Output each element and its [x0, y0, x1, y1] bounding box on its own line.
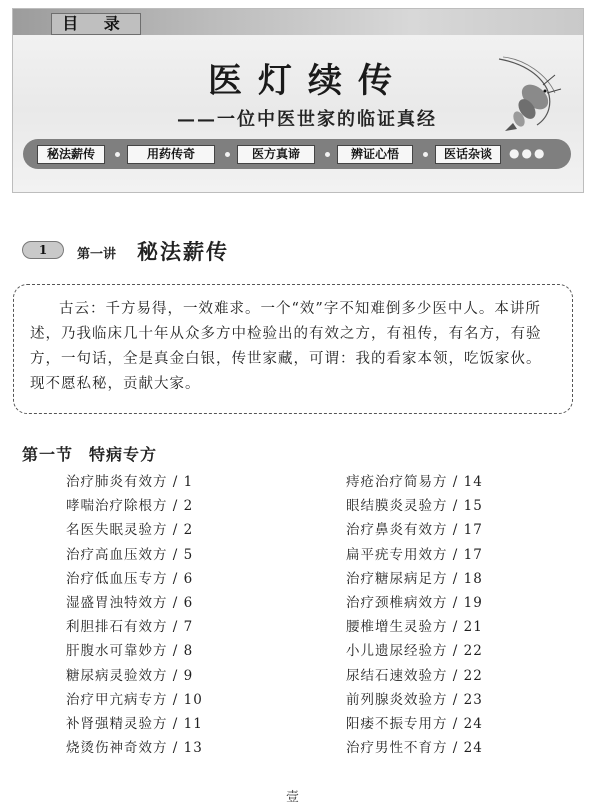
- intro-box: [13, 284, 573, 414]
- tab-separator-dot: [325, 152, 330, 157]
- toc-entry[interactable]: 痔疮治疗简易方 / 14: [346, 474, 483, 490]
- toc-entry[interactable]: 名医失眠灵验方 / 2: [66, 522, 194, 539]
- toc-entry[interactable]: 眼结膜炎灵验方 / 15: [346, 498, 483, 515]
- toc-entry[interactable]: 补肾强精灵验方 / 11: [66, 715, 203, 732]
- toc-entry[interactable]: 治疗颈椎病效方 / 19: [346, 594, 483, 611]
- tab-separator-dot: [423, 152, 428, 157]
- toc-entry[interactable]: 哮喘治疗除根方 / 2: [66, 498, 194, 515]
- lecture-title: 秘法薪传: [137, 239, 229, 264]
- toc-entry[interactable]: 治疗肺炎有效方 / 1: [66, 474, 194, 490]
- tab-separator-dot: [115, 152, 120, 157]
- tab-yifang-zhendi[interactable]: 医方真谛: [237, 145, 315, 164]
- book-subtitle: ——一位中医世家的临证真经: [177, 109, 437, 130]
- header-banner: [12, 8, 584, 193]
- tab-yihua-zatan[interactable]: 医话杂谈: [435, 145, 501, 164]
- lecture-prefix: 第一讲: [77, 247, 117, 262]
- toc-right-column: [346, 470, 483, 760]
- toc-entry[interactable]: 治疗男性不育方 / 24: [346, 740, 483, 757]
- tab-bianzheng-xinwu[interactable]: 辨证心悟: [337, 145, 413, 164]
- toc-entry[interactable]: 糖尿病灵验效方 / 9: [66, 667, 194, 684]
- toc-entry[interactable]: 小儿遗尿经验方 / 22: [346, 643, 483, 660]
- shrimp-illustration-icon: [491, 53, 565, 135]
- toc-entry[interactable]: 治疗鼻炎有效方 / 17: [346, 522, 483, 539]
- toc-entry[interactable]: 阳痿不振专用方 / 24: [346, 715, 483, 732]
- toc-entry[interactable]: 前列腺炎效验方 / 23: [346, 691, 483, 708]
- book-title: 医灯续传: [208, 61, 408, 101]
- toc-entry[interactable]: 利胆排石有效方 / 7: [66, 619, 194, 636]
- tab-mifa-xinchuan[interactable]: 秘法薪传: [37, 145, 105, 164]
- toc-left-column: [66, 470, 203, 760]
- toc-entry[interactable]: 肝腹水可靠妙方 / 8: [66, 643, 194, 660]
- more-dots-icon: ●●●: [509, 146, 547, 160]
- category-tab-bar: [23, 139, 571, 169]
- section-title: 特病专方: [89, 445, 158, 464]
- toc-entry[interactable]: 尿结石速效验方 / 22: [346, 667, 483, 684]
- section-number: 第一节: [22, 445, 74, 464]
- tab-separator-dot: [225, 152, 230, 157]
- toc-entry[interactable]: 扁平疣专用效方 / 17: [346, 546, 483, 563]
- toc-entry[interactable]: 治疗甲亢病专方 / 10: [66, 691, 203, 708]
- intro-paragraph: 古云：千方易得，一效难求。一个“效”字不知难倒多少医中人。本讲所述，乃我临床几十年从众多方中检验出的有效之方，有祖传，有名方，有验方，一句话，全是真金白银，传世家藏，可谓：我的看家本领，吃饭家伙。现不愿私秘，贡献大家。: [30, 301, 542, 392]
- toc-entry[interactable]: 腰椎增生灵验方 / 21: [346, 619, 483, 636]
- tab-yongyao-chuanqi[interactable]: 用药传奇: [127, 145, 215, 164]
- lecture-number-badge: 1: [22, 241, 64, 259]
- toc-entry[interactable]: 治疗高血压效方 / 5: [66, 546, 194, 563]
- section-heading: [22, 442, 157, 465]
- toc-entry[interactable]: 治疗低血压专方 / 6: [66, 570, 194, 587]
- contents-label: 目 录: [51, 13, 141, 35]
- toc-entry[interactable]: 烧烫伤神奇效方 / 13: [66, 740, 203, 757]
- page-number: 壹: [286, 790, 300, 805]
- toc-entry[interactable]: 治疗糖尿病足方 / 18: [346, 570, 483, 587]
- toc-entry[interactable]: 湿盛胃浊特效方 / 6: [66, 594, 194, 611]
